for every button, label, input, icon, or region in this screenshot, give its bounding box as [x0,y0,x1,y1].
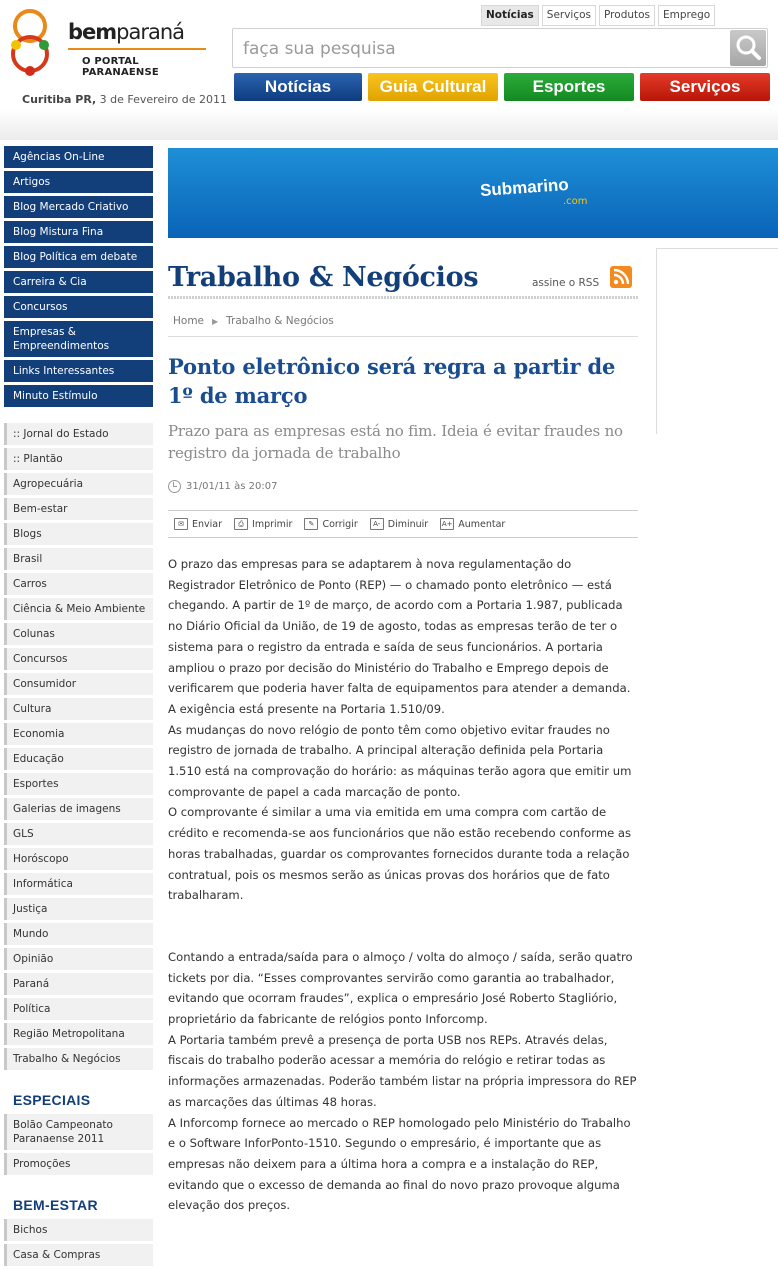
sidebar-especiais-list [4,1114,154,1175]
search-input[interactable] [243,37,713,61]
article-body [168,554,638,1216]
search-button[interactable] [730,30,766,66]
city-label: Curitiba PR, [22,93,97,106]
top-link-produtos[interactable]: Produtos [599,5,655,26]
sidebar-item[interactable]: :: Jornal do Estado [4,423,153,445]
article-subhead: Prazo para as empresas está no fim. Ideia é evitar fraudes no registro da jornada de trabalho [168,422,623,462]
sidebar-item[interactable]: Concursos [4,648,153,670]
sidebar-item[interactable]: Cultura [4,698,153,720]
search-icon [730,30,766,66]
font-decrease-icon: A- [370,518,384,530]
sidebar-item[interactable]: Paraná [4,973,153,995]
tool-enviar[interactable]: ✉ Enviar [174,518,222,530]
paragraph-spacer [168,906,638,947]
sidebar-item[interactable]: Carros [4,573,153,595]
tool-corrigir[interactable]: ✎ Corrigir [304,518,357,530]
breadcrumb [173,315,334,327]
sidebar-item[interactable]: Esportes [4,773,153,795]
sidebar-item[interactable]: Artigos [4,171,153,193]
sidebar-item[interactable]: GLS [4,823,153,845]
sidebar-item[interactable]: Blog Mercado Criativo [4,196,153,218]
rss-link[interactable]: assine o RSS [532,277,600,289]
sidebar-item[interactable]: Consumidor [4,673,153,695]
sidebar [4,146,154,1269]
sidebar-item[interactable]: Agropecuária [4,473,153,495]
sidebar-item[interactable]: Minuto Estímulo [4,385,153,407]
nav-tab-esportes[interactable]: Esportes [504,73,634,101]
rss-icon[interactable] [610,266,632,288]
sidebar-item[interactable]: Bichos [4,1219,153,1241]
main-nav [234,73,770,101]
nav-tab-servicos[interactable]: Serviços [640,73,770,101]
logo-wordmark: bemparaná [68,20,185,44]
logo-mark-icon [2,4,64,80]
title-divider [168,296,638,299]
sidebar-item[interactable]: Brasil [4,548,153,570]
nav-tab-noticias[interactable]: Notícias [234,73,362,101]
nav-tab-guia-cultural[interactable]: Guia Cultural [368,73,498,101]
article-paragraph: As mudanças do novo relógio de ponto têm como objetivo evitar fraudes no registro de jornada de trabalho. A principal alteração definida pela Portaria 1.510 está na comprovação do horário: as máquinas terão agora que emitir um comprovante de papel a cada marcação de ponto. [168,722,632,799]
sidebar-item[interactable]: Links Interessantes [4,360,153,382]
sidebar-item[interactable]: Região Metropolitana [4,1023,153,1045]
article-headline: Ponto eletrônico será regra a partir de 1º de março [168,354,616,408]
sidebar-item[interactable]: Galerias de imagens [4,798,153,820]
article-paragraph: O comprovante é similar a uma via emitida em uma compra com cartão de crédito e recomenda-se aos funcionários que não estão recebendo conforme as horas trabalhadas, guardar os comprovantes fornecidos durante toda a relação contratual, pois os mesmos serão as únicas provas dos horários que de fato trabalharam. [168,805,632,903]
article-paragraph: A Inforcomp fornece ao mercado o REP homologado pelo Ministério do Trabalho e o Software InforPonto-1510. Segundo o empresário, é importante que as empresas não deixem para a última hora a compra e a instalação do REP, evitando que o excesso de demanda ao final do novo prazo provoque alguma elevação dos preços. [168,1115,631,1213]
ad-banner[interactable] [168,148,778,238]
sidebar-item[interactable]: Política [4,998,153,1020]
sidebar-item[interactable]: Agências On-Line [4,146,153,168]
sidebar-primary-list [4,146,154,407]
date-label: 3 de Fevereiro de 2011 [99,93,228,106]
banner-logo-sub: .com [563,196,588,207]
sidebar-item[interactable]: Bem-estar [4,498,153,520]
banner-logo: Submarino [479,174,570,201]
search-box [232,28,768,68]
sidebar-item[interactable]: Bolão Campeonato Paranaense 2011 [4,1114,153,1150]
sidebar-item[interactable]: Casa & Compras [4,1244,153,1266]
sidebar-item[interactable]: Empresas & Empreendimentos [4,321,153,357]
font-increase-icon: A+ [441,520,453,528]
top-link-emprego[interactable]: Emprego [658,5,715,26]
top-link-noticias[interactable]: Notícias [481,5,539,26]
sidebar-item[interactable]: Concursos [4,296,153,318]
right-column-box [656,248,778,434]
sidebar-item[interactable]: Horóscopo [4,848,153,870]
section-title: Trabalho & Negócios [168,262,479,293]
sidebar-item[interactable]: Justiça [4,898,153,920]
sidebar-item[interactable]: Colunas [4,623,153,645]
article-paragraph: Contando a entrada/saída para o almoço / volta do almoço / saída, serão quatro tickets por dia. “Esses comprovantes servirão como garantia ao trabalhador, evitando que ocorram fraudes”, explica o empresário José Roberto Stagliório, proprietário da fabricante de relógios ponto Inforcomp. [168,949,633,1027]
site-logo[interactable] [2,4,212,84]
breadcrumb-section[interactable]: Trabalho & Negócios [226,315,334,327]
sidebar-item[interactable]: Carreira & Cia [4,271,153,293]
top-links [481,5,715,26]
article-paragraph: A Portaria também prevê a presença de porta USB nos REPs. Através delas, fiscais do trabalho poderão acessar a memória do relógio e retirar todas as informações armazenadas. Poderão também listar na própria impressora do REP as marcações das últimas 48 horas. [168,1032,637,1109]
sidebar-item[interactable]: Ciência & Meio Ambiente [4,598,153,620]
sidebar-bemestar-list [4,1219,154,1266]
rss-glyph-icon [610,266,632,288]
article-tools [168,510,638,538]
timestamp-text: 31/01/11 às 20:07 [186,481,278,492]
sidebar-item[interactable]: Educação [4,748,153,770]
sidebar-item[interactable]: Mundo [4,923,153,945]
logo-tagline: O PORTAL PARANAENSE [82,56,159,78]
top-link-servicos[interactable]: Serviços [542,5,596,26]
envelope-icon: ✉ [174,518,188,530]
sidebar-item[interactable]: Economia [4,723,153,745]
sidebar-item[interactable]: Blog Política em debate [4,246,153,268]
sidebar-item[interactable]: Informática [4,873,153,895]
logo-underline [68,48,206,50]
sidebar-item[interactable]: Opinião [4,948,153,970]
sidebar-item[interactable]: Blog Mistura Fina [4,221,153,243]
tool-aumentar[interactable]: A+ Aumentar [441,518,506,530]
sidebar-item[interactable]: :: Plantão [4,448,153,470]
sidebar-item[interactable]: Trabalho & Negócios [4,1048,153,1070]
tool-imprimir[interactable]: ⎙ Imprimir [234,518,292,530]
article-paragraph: O prazo das empresas para se adaptarem à nova regulamentação do Registrador Eletrônico de Ponto (REP) — o chamado ponto eletrônico — está chegando. A partir de 1º de março, de acordo com a Portaria 1.987, publicada no Diário Oficial da União, de 19 de agosto, todas as empresas terão de ter o sistema para o registro da entrada e saída de seus funcionários. A portaria ampliou o prazo por decisão do Ministério do Trabalho e Emprego depois de verificarem que poderia haver falta de equipamentos para atender a demanda. A exigência está presente na Portaria 1.510/09. [168,557,631,716]
printer-icon: ⎙ [234,518,248,530]
tool-diminuir[interactable]: A- Diminuir [370,518,428,530]
site-header [0,0,778,140]
sidebar-item[interactable]: Blogs [4,523,153,545]
breadcrumb-arrow-icon: ▶ [212,316,219,326]
current-date [22,93,227,106]
sidebar-item[interactable]: Promoções [4,1153,153,1175]
sidebar-category-list [4,423,154,1070]
breadcrumb-home[interactable]: Home [173,315,205,327]
document-edit-icon: ✎ [304,518,318,530]
bemestar-heading: BEM-ESTAR [13,1197,98,1213]
clock-icon [168,480,181,493]
breadcrumb-divider [168,336,638,337]
especiais-heading: ESPECIAIS [13,1092,91,1108]
article-timestamp [168,480,277,493]
